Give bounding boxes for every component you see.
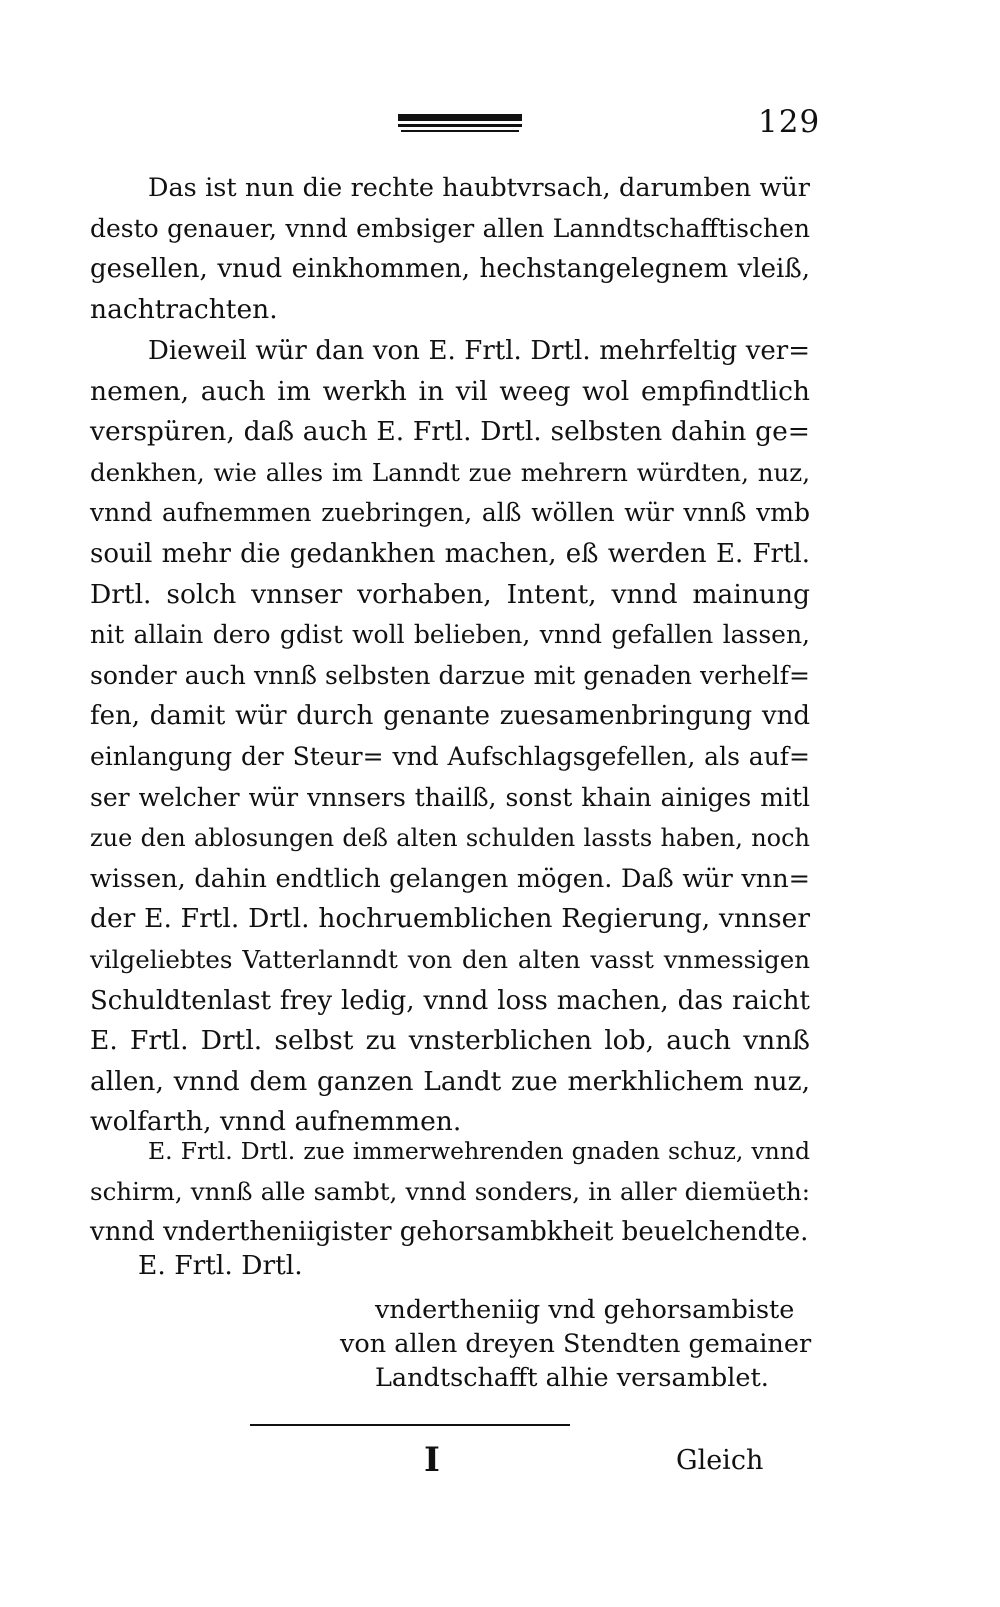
text-line: Das ist nun die rechte haubtvrsach, darumben wür — [148, 173, 810, 203]
text-line: wissen, dahin endtlich gelangen mögen. Daß wür vnn= — [90, 863, 810, 894]
text-line: sonder auch vnnß selbsten darzue mit genaden verhelf= — [90, 660, 810, 690]
text-line: denkhen, wie alles im Lanndt zue mehrern würdten, nuz, — [90, 457, 810, 487]
text-line: Drtl. solch vnnser vorhaben, Intent, vnnd mainung — [90, 578, 810, 610]
signature-mark: I — [424, 1440, 440, 1480]
text-line: zue den ablosungen deß alten schulden lassts haben, noch — [90, 824, 810, 853]
catchword: Gleich — [676, 1445, 764, 1476]
text-line: der E. Frtl. Drtl. hochruemblichen Regierung, vnnser — [90, 903, 810, 935]
text-line: Dieweil wür dan von E. Frtl. Drtl. mehrfeltig ver= — [148, 336, 810, 366]
text-line: souil mehr die gedankhen machen, eß werden E. Frtl. — [90, 538, 810, 569]
text-line: verspüren, daß auch E. Frtl. Drtl. selbsten dahin ge= — [90, 416, 810, 448]
paragraph-1 — [90, 168, 810, 330]
text-line: nit allain dero gdist woll belieben, vnnd gefallen lassen, — [90, 620, 810, 650]
text-line: vnnd vndertheniigister gehorsambkheit beuelchendte. — [90, 1217, 809, 1248]
paragraph-3 — [90, 1131, 810, 1253]
signature-line: Landtschafft alhie versamblet. — [375, 1363, 769, 1393]
text-line: einlangung der Steur= vnd Aufschlagsgefellen, als auf= — [90, 741, 810, 771]
text-line: schirm, vnnß alle sambt, vnnd sonders, in aller diemüeth: — [90, 1176, 810, 1206]
text-line: allen, vnnd dem ganzen Landt zue merkhlichem nuz, — [90, 1065, 810, 1097]
text-line: nemen, auch im werkh in vil weeg wol empfindtlich — [90, 375, 810, 407]
header-ornament-rule — [398, 114, 522, 132]
text-line: ser welcher wür vnnsers thailß, sonst khain ainiges mitl — [90, 782, 810, 812]
text-line: wolfarth, vnnd aufnemmen. — [90, 1106, 462, 1138]
signature-line: vndertheniig vnd gehorsambiste — [375, 1295, 795, 1325]
text-line: desto genauer, vnnd embsiger allen Lanndtschafftischen — [90, 213, 810, 243]
paragraph-2 — [90, 331, 810, 1143]
signature-line: von allen dreyen Stendten gemainer — [340, 1329, 812, 1359]
text-line: gesellen, vnud einkhommen, hechstangelegnem vleiß, — [90, 254, 810, 285]
text-line: E. Frtl. Drtl. selbst zu vnsterblichen lob, auch vnnß — [90, 1025, 810, 1057]
footer-rule — [250, 1424, 570, 1426]
text-line: vnnd aufnemmen zuebringen, alß wöllen wür vnnß vmb — [90, 498, 810, 528]
text-line: Schuldtenlast frey ledig, vnnd loss machen, das raicht — [90, 985, 810, 1016]
text-line: E. Frtl. Drtl. zue immerwehrenden gnaden schuz, vnnd — [148, 1137, 810, 1165]
text-line: vilgeliebtes Vatterlanndt von den alten vasst vnmessigen — [90, 944, 810, 974]
page-number: 129 — [758, 104, 821, 140]
signature-block — [340, 1293, 811, 1395]
closing-salutation: E. Frtl. Drtl. — [138, 1250, 303, 1281]
text-line: fen, damit wür durch genante zuesamenbringung vnd — [90, 701, 810, 732]
text-line: nachtrachten. — [90, 293, 278, 325]
